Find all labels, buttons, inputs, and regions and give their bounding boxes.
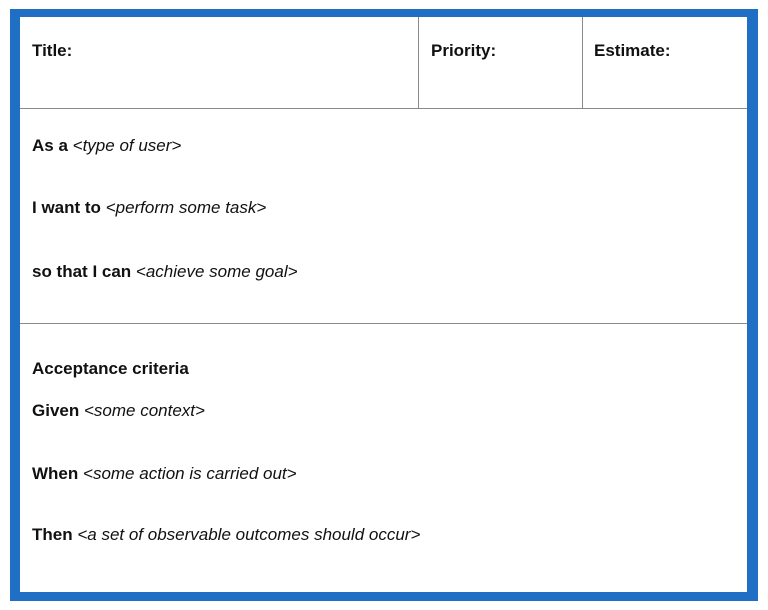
as-a-label: As a: [32, 136, 68, 155]
title-label: Title:: [32, 41, 73, 60]
card-border: [10, 9, 758, 601]
then-line: [32, 525, 420, 545]
user-story-card: [20, 17, 747, 592]
given-line: [32, 401, 205, 421]
when-line: [32, 464, 297, 484]
story-bottom-divider: [20, 323, 747, 324]
context-placeholder: <some context>: [83, 401, 205, 420]
as-a-line: [32, 136, 181, 156]
i-want-label: I want to: [32, 198, 101, 217]
then-label: Then: [32, 525, 73, 544]
priority-label: Priority:: [431, 41, 497, 60]
so-that-label: so that I can: [32, 262, 132, 281]
goal-placeholder: <achieve some goal>: [135, 262, 298, 281]
action-placeholder: <some action is carried out>: [83, 464, 297, 483]
so-that-line: [32, 262, 298, 282]
task-placeholder: <perform some task>: [105, 198, 267, 217]
when-label: When: [32, 464, 79, 483]
header-divider-priority-estimate: [582, 17, 583, 108]
outcomes-placeholder: <a set of observable outcomes should occur>: [77, 525, 421, 544]
acceptance-criteria-heading: Acceptance criteria: [32, 359, 189, 378]
header-bottom-divider: [20, 108, 747, 109]
i-want-line: [32, 198, 266, 218]
given-label: Given: [32, 401, 80, 420]
header-divider-title-priority: [418, 17, 419, 108]
estimate-label: Estimate:: [594, 41, 671, 60]
type-of-user-placeholder: <type of user>: [72, 136, 182, 155]
